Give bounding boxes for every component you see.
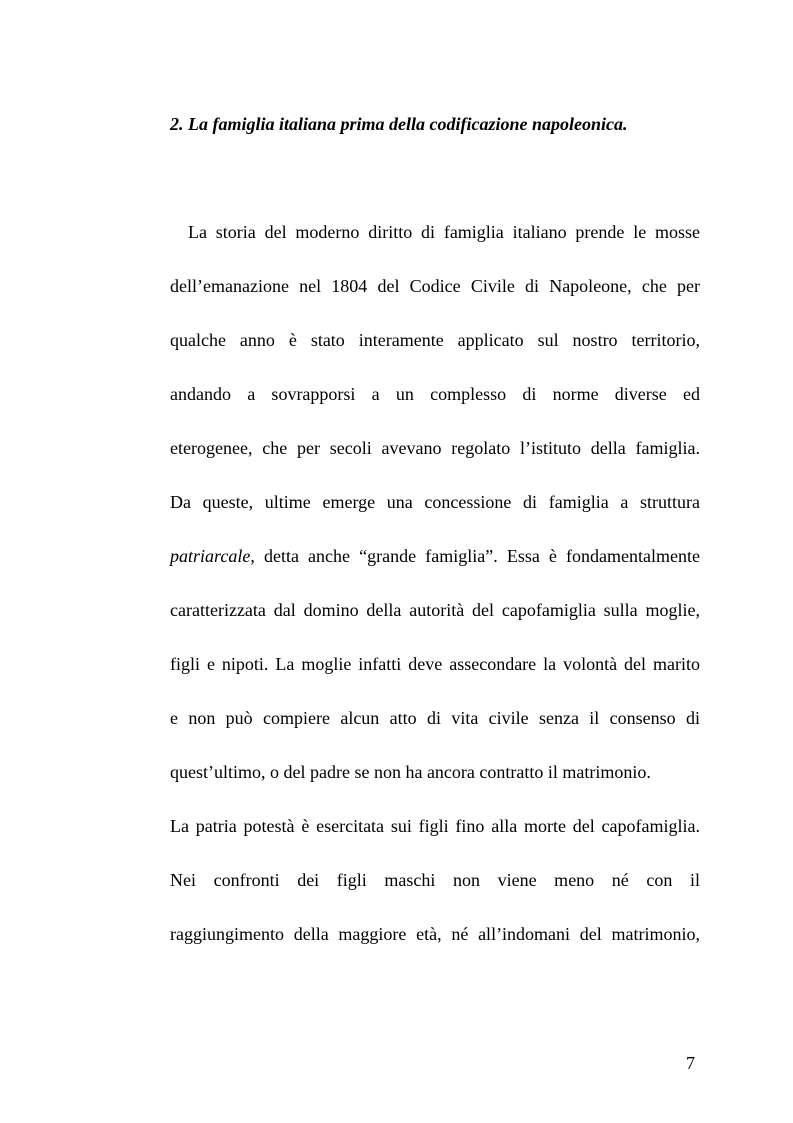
paragraph-line-13: Nei confronti dei figli maschi non viene meno né con il — [170, 870, 700, 890]
patriarcale-term: patriarcale — [170, 546, 251, 566]
paragraph-line-2: dell’emanazione nel 1804 del Codice Civile di Napoleone, che per — [170, 276, 700, 296]
page-number: 7 — [686, 1053, 695, 1073]
paragraph-line-3: qualche anno è stato interamente applicato sul nostro territorio, — [170, 330, 700, 350]
paragraph-line-4: andando a sovrapporsi a un complesso di norme diverse ed — [170, 384, 700, 404]
paragraph-line-7-rest: , detta anche “grande famiglia”. Essa è fondamentalmente — [250, 546, 700, 566]
paragraph-line-12: La patria potestà è esercitata sui figli fino alla morte del capofamiglia. — [170, 816, 700, 836]
paragraph-line-14: raggiungimento della maggiore età, né all’indomani del matrimonio, — [170, 924, 700, 944]
section-heading: 2. La famiglia italiana prima della codificazione napoleonica. — [170, 114, 628, 134]
paragraph-line-7 — [170, 545, 700, 567]
paragraph-line-10: e non può compiere alcun atto di vita civile senza il consenso di — [170, 708, 700, 728]
paragraph-line-6: Da queste, ultime emerge una concessione di famiglia a struttura — [170, 492, 700, 512]
paragraph-line-5: eterogenee, che per secoli avevano regolato l’istituto della famiglia. — [170, 438, 700, 458]
paragraph-line-8: caratterizzata dal domino della autorità del capofamiglia sulla moglie, — [170, 600, 700, 620]
paragraph-line-11: quest’ultimo, o del padre se non ha ancora contratto il matrimonio. — [170, 762, 651, 782]
paragraph-line-1: La storia del moderno diritto di famiglia italiano prende le mosse — [188, 222, 700, 242]
paragraph-line-9: figli e nipoti. La moglie infatti deve assecondare la volontà del marito — [170, 654, 700, 674]
